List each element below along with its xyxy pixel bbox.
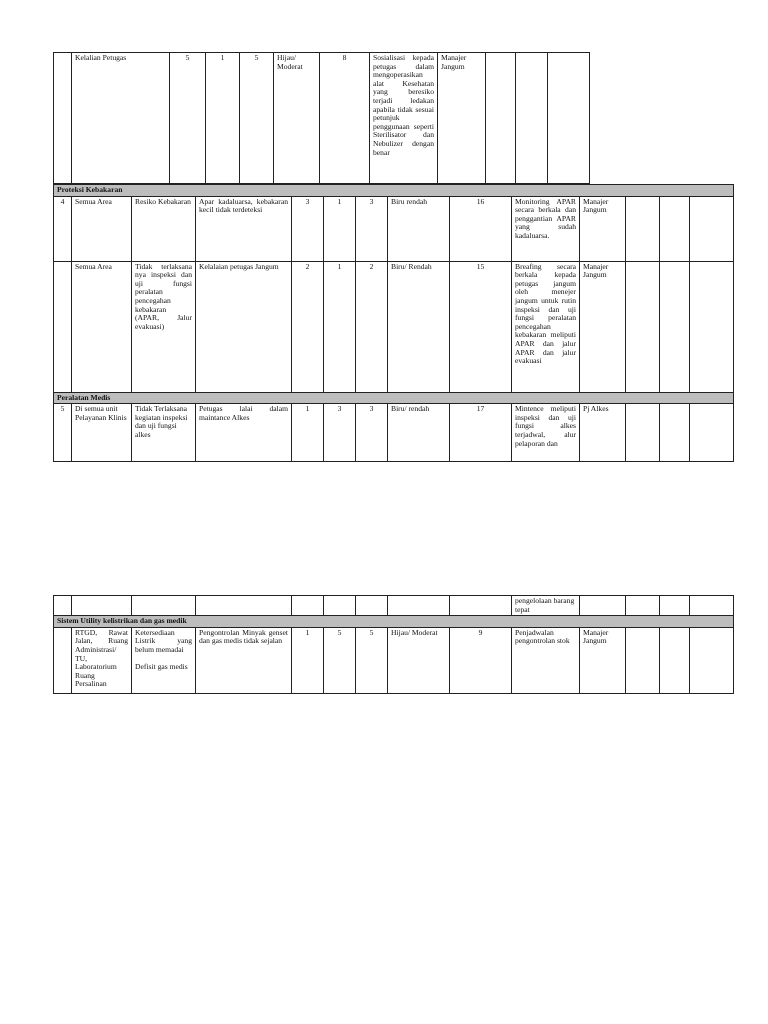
- score-cell: 3: [356, 404, 388, 462]
- empty-cell: [660, 404, 690, 462]
- likelihood-cell: 1: [292, 627, 324, 693]
- risk-table-main: [53, 184, 734, 462]
- empty-cell: [580, 596, 626, 616]
- control-cell: Mintence meliputi inspeksi dan uji fungsi alkes terjadwal, alur pelaporan dan: [512, 404, 580, 462]
- section-title: Peralatan Medis: [54, 392, 734, 404]
- consequence-cell: 3: [324, 404, 356, 462]
- table-row: [54, 596, 734, 616]
- hazard-cell: Kelalian Petugas: [72, 53, 170, 184]
- empty-cell: [72, 596, 132, 616]
- level-cell: Hijau/ Moderat: [274, 53, 320, 184]
- no-cell: [54, 261, 72, 392]
- likelihood-cell: 2: [292, 261, 324, 392]
- empty-cell: [54, 596, 72, 616]
- consequence-cell: 1: [324, 261, 356, 392]
- empty-cell: [660, 261, 690, 392]
- risk-cell: [132, 627, 196, 693]
- pic-cell: Manajer Jangum: [580, 627, 626, 693]
- control-cell: Monitoring APAR secara berkala dan penggantian APAR yang sudah kadaluarsa.: [512, 196, 580, 261]
- no-cell: 4: [54, 196, 72, 261]
- score-cell: 5: [240, 53, 274, 184]
- level-cell: Biru/ Rendah: [388, 261, 450, 392]
- table-row: [54, 627, 734, 693]
- empty-cell: [516, 53, 548, 184]
- cause-cell: Pengontrolan Minyak genset dan gas medis tidak sejalan: [196, 627, 292, 693]
- control-cell: Breafing secara berkala kepada petugas jangum oleh menejer jangum untuk rutin inspeksi dan uji fungsi peralatan pencegahan kebakaran meliputi APAR dan jalur APAR dan jalur evakuasi: [512, 261, 580, 392]
- empty-cell: [292, 596, 324, 616]
- rank-cell: 17: [450, 404, 512, 462]
- empty-cell: [690, 196, 734, 261]
- level-cell: Hijau/ Moderat: [388, 627, 450, 693]
- risk-table-top-fragment: [53, 52, 590, 184]
- risk-item: Ketersediaan Listrik yang belum memadai: [135, 627, 192, 654]
- empty-cell: [690, 596, 734, 616]
- score-cell: 3: [356, 196, 388, 261]
- score-cell: 5: [356, 627, 388, 693]
- empty-cell: [548, 53, 590, 184]
- area-cell: RTGD, Rawat Jalan, Ruang Administrasi/ TU, Laboratorium Ruang Persalinan: [72, 627, 132, 693]
- risk-cell: Tidak terlaksana nya inspeksi dan uji fungsi peralatan pencegahan kebakaran (APAR, Jalur evakuasi): [132, 261, 196, 392]
- control-cell: Sosialisasi kepada petugas dalam mengoperasikan alat Kesehatan yang beresiko terjadi ledakan apabila tidak sesuai petunjuk penggunaan seperti Sterilisator dan Nebulizer dengan benar: [370, 53, 438, 184]
- consequence-cell: 1: [324, 196, 356, 261]
- cause-cell: Kelalaian petugas Jangum: [196, 261, 292, 392]
- control-cell: Penjadwalan pengontrolan stok: [512, 627, 580, 693]
- section-header: [54, 616, 734, 628]
- pic-cell: Pj Alkes: [580, 404, 626, 462]
- likelihood-cell: 1: [292, 404, 324, 462]
- consequence-cell: 5: [324, 627, 356, 693]
- empty-cell: [690, 261, 734, 392]
- area-cell: Di semua unit Pelayanan Klinis: [72, 404, 132, 462]
- rank-cell: 16: [450, 196, 512, 261]
- empty-cell: [324, 596, 356, 616]
- control-cell: pengelolaan barang tepat: [512, 596, 580, 616]
- empty-cell: [132, 596, 196, 616]
- empty-cell: [196, 596, 292, 616]
- empty-cell: [626, 627, 660, 693]
- risk-item: Defisit gas medis: [135, 661, 188, 671]
- table-row: [54, 53, 590, 184]
- empty-cell: [626, 196, 660, 261]
- empty-cell: [690, 404, 734, 462]
- table-row: [54, 261, 734, 392]
- likelihood-cell: 3: [292, 196, 324, 261]
- cause-cell: Apar kadaluarsa, kebakaran kecil tidak terdeteksi: [196, 196, 292, 261]
- empty-cell: [356, 596, 388, 616]
- area-cell: Semua Area: [72, 196, 132, 261]
- empty-cell: [660, 596, 690, 616]
- likelihood-cell: 5: [170, 53, 206, 184]
- empty-cell: [626, 404, 660, 462]
- table-row: [54, 404, 734, 462]
- no-cell: [54, 627, 72, 693]
- pic-cell: Manajer Jangum: [580, 196, 626, 261]
- rank-cell: 8: [320, 53, 370, 184]
- consequence-cell: 1: [206, 53, 240, 184]
- level-cell: Biru/ rendah: [388, 404, 450, 462]
- section-title: Sistem Utility kelistrikan dan gas medik: [54, 616, 734, 628]
- rank-cell: 15: [450, 261, 512, 392]
- risk-cell: Tidak Terlaksana kegiatan inspeksi dan uji fungsi alkes: [132, 404, 196, 462]
- empty-cell: [486, 53, 516, 184]
- no-cell: 5: [54, 404, 72, 462]
- empty-cell: [450, 596, 512, 616]
- empty-cell: [690, 627, 734, 693]
- section-header: [54, 185, 734, 197]
- area-cell: Semua Area: [72, 261, 132, 392]
- cause-cell: Petugas lalai dalam maintance Alkes: [196, 404, 292, 462]
- level-cell: Biru rendah: [388, 196, 450, 261]
- empty-cell: [388, 596, 450, 616]
- no-cell: [54, 53, 72, 184]
- pic-cell: Manajer Jangum: [580, 261, 626, 392]
- table-row: [54, 196, 734, 261]
- risk-table-continued: [53, 595, 734, 694]
- pic-cell: Manajer Jangum: [438, 53, 486, 184]
- empty-cell: [660, 627, 690, 693]
- section-header: [54, 392, 734, 404]
- empty-cell: [626, 261, 660, 392]
- empty-cell: [626, 596, 660, 616]
- score-cell: 2: [356, 261, 388, 392]
- risk-cell: Resiko Kebakaran: [132, 196, 196, 261]
- rank-cell: 9: [450, 627, 512, 693]
- section-title: Proteksi Kebakaran: [54, 185, 734, 197]
- empty-cell: [660, 196, 690, 261]
